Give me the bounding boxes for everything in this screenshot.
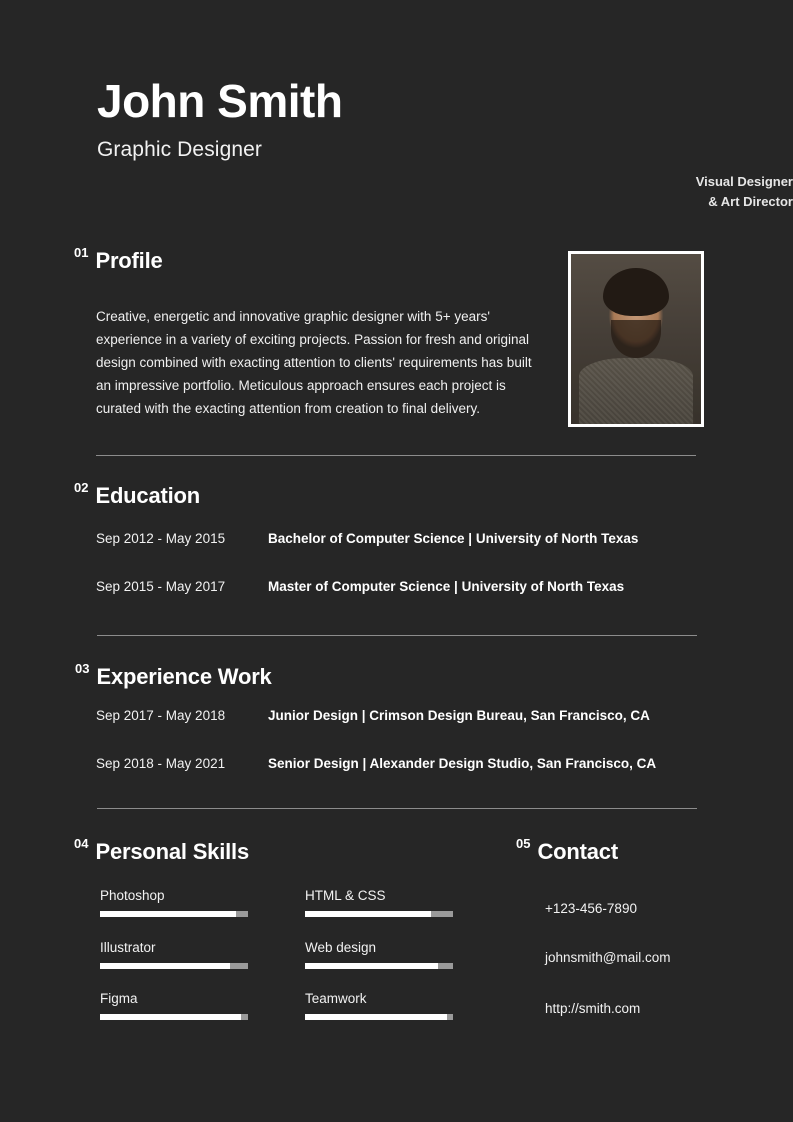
tagline-line-1: Visual Designer: [695, 174, 793, 189]
section-title: Profile: [95, 248, 163, 273]
section-title: Personal Skills: [95, 839, 249, 864]
section-number: 01: [74, 245, 89, 260]
resume-header: [97, 75, 697, 162]
section-number: 05: [516, 836, 531, 851]
portrait-torso: [579, 358, 693, 427]
section-title: Experience Work: [96, 664, 272, 689]
entry-date: Sep 2018 - May 2021: [96, 756, 226, 771]
section-heading-education: [74, 480, 201, 509]
entry-date: Sep 2017 - May 2018: [96, 708, 226, 723]
skill-label: Figma: [100, 991, 138, 1006]
section-title: Education: [95, 483, 201, 508]
page-title: John Smith: [97, 75, 343, 127]
entry-description: Master of Computer Science | University of North Texas: [268, 579, 625, 594]
experience-entry: [96, 756, 656, 771]
section-title: Contact: [537, 839, 618, 864]
profile-body-text: Creative, energetic and innovative graphic designer with 5+ years' experience in a variety of exciting projects. Passion for fresh and original design combined with exacting attention to clients' requirements has built an impressive portfolio. Meticulous approach ensures each project is curated with the exacting attention from creation to final delivery.: [96, 308, 532, 417]
section-number: 03: [75, 661, 90, 676]
skill-label: Web design: [305, 940, 377, 955]
skill-bar-fill: [305, 911, 431, 917]
education-entry: [96, 531, 638, 546]
portrait-hair: [603, 268, 669, 316]
avatar: [568, 251, 704, 427]
section-number: 04: [74, 836, 89, 851]
entry-date: Sep 2012 - May 2015: [96, 531, 226, 546]
entry-date: Sep 2015 - May 2017: [96, 579, 226, 594]
skill-bar-fill: [100, 963, 230, 969]
skill-item: [100, 940, 248, 969]
job-title: Graphic Designer: [97, 138, 263, 161]
entry-description: Junior Design | Crimson Design Bureau, San Francisco, CA: [268, 708, 650, 723]
portrait-beard: [611, 320, 661, 358]
contact-email[interactable]: johnsmith@mail.com: [545, 950, 671, 965]
divider-3: [97, 808, 697, 809]
section-number: 02: [74, 480, 89, 495]
skill-item: [305, 888, 453, 917]
skill-label: Illustrator: [100, 940, 156, 955]
skill-label: Teamwork: [305, 991, 367, 1006]
header-tagline: [573, 172, 793, 211]
section-heading-profile: [74, 245, 163, 274]
skill-label: Photoshop: [100, 888, 165, 903]
skill-item: [100, 888, 248, 917]
skill-bar-track: [100, 911, 248, 917]
portrait-photo: [571, 254, 701, 424]
skill-bar-fill: [100, 1014, 241, 1020]
skill-bar-track: [100, 963, 248, 969]
experience-entry: [96, 708, 650, 723]
skill-bar-track: [100, 1014, 248, 1020]
entry-description: Senior Design | Alexander Design Studio, San Francisco, CA: [268, 756, 657, 771]
section-heading-contact: [516, 836, 618, 865]
skill-item: [305, 940, 453, 969]
divider-2: [97, 635, 697, 636]
skill-bar-track: [305, 1014, 453, 1020]
skill-bar-fill: [100, 911, 236, 917]
skill-bar-track: [305, 911, 453, 917]
skill-bar-fill: [305, 1014, 447, 1020]
section-heading-skills: [74, 836, 249, 865]
skill-bar-fill: [305, 963, 438, 969]
education-entry: [96, 579, 624, 594]
entry-description: Bachelor of Computer Science | University of North Texas: [268, 531, 639, 546]
skill-item: [305, 991, 453, 1020]
skill-bar-track: [305, 963, 453, 969]
skill-item: [100, 991, 248, 1020]
contact-website[interactable]: http://smith.com: [545, 1001, 641, 1016]
contact-phone[interactable]: +123-456-7890: [545, 901, 637, 916]
divider-1: [96, 455, 696, 456]
tagline-line-2: & Art Director: [708, 193, 793, 209]
section-heading-experience: [75, 661, 272, 690]
skill-label: HTML & CSS: [305, 888, 386, 903]
